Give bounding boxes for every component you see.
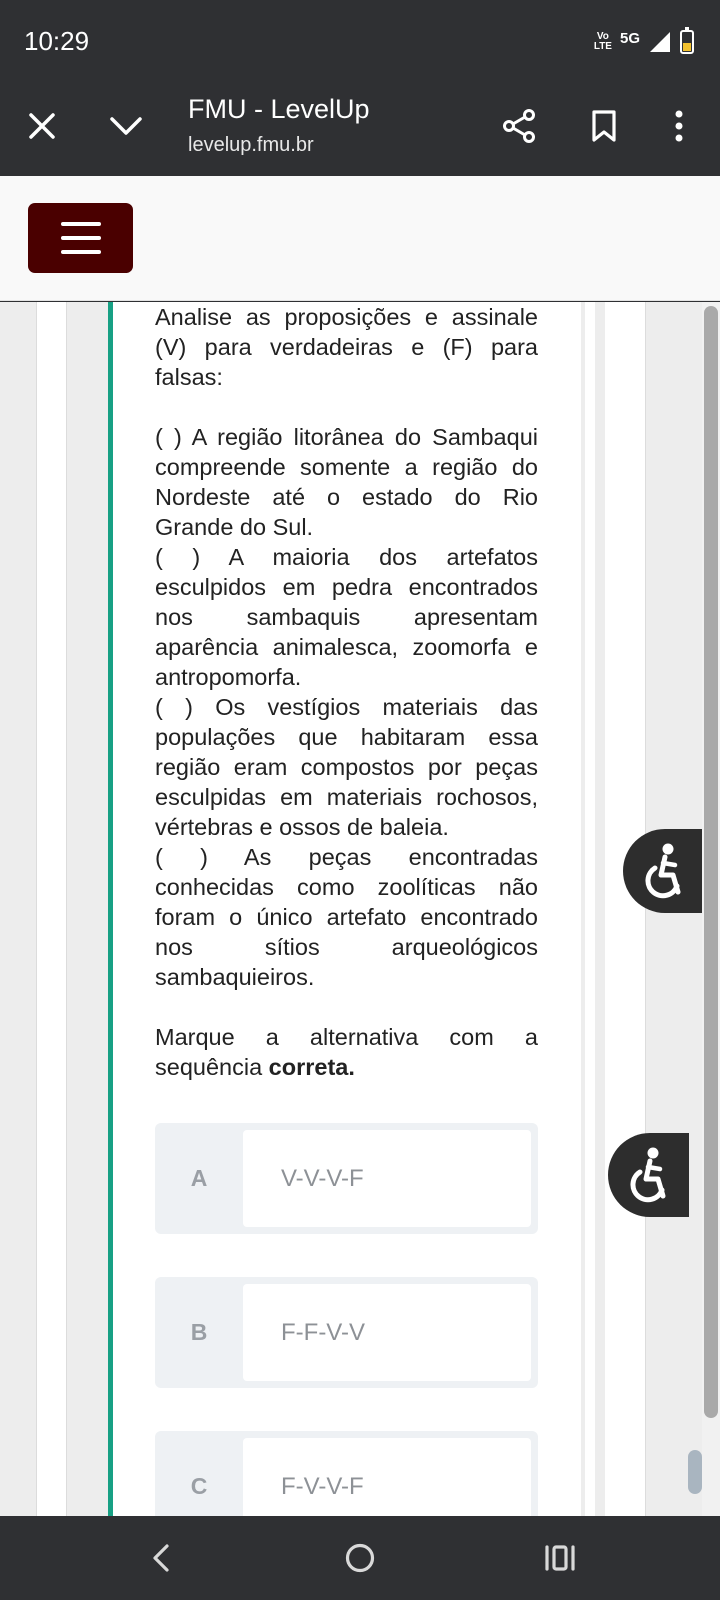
signal-icon (648, 30, 672, 54)
page-url: levelup.fmu.br (188, 134, 314, 156)
close-button[interactable] (20, 104, 64, 148)
accessibility-button[interactable] (623, 829, 704, 913)
accessibility-icon (641, 842, 687, 900)
question-text (155, 302, 538, 1082)
bg-stripe (605, 302, 645, 1516)
option-letter: B (190, 1319, 208, 1345)
card-accent-bar (108, 302, 113, 1516)
page-title: FMU - LevelUp (188, 94, 370, 124)
question-prompt: Marque a alternativa com a sequência correta. (155, 1024, 538, 1080)
content-area (0, 302, 720, 1516)
site-header (0, 176, 720, 301)
back-button[interactable] (135, 1532, 187, 1584)
battery-icon (680, 30, 694, 54)
more-vert-icon (674, 110, 684, 142)
proposition-2: ( ) A maioria dos artefatos esculpidos em pedra encontrados nos sambaquis apresentam aparência animalesca, zoomorfa e antropomorfa. (155, 544, 538, 690)
scrollbar-thumb[interactable] (704, 306, 718, 1418)
home-icon (344, 1542, 376, 1574)
status-icons (594, 28, 694, 56)
share-button[interactable] (497, 104, 541, 148)
status-time: 10:29 (24, 26, 90, 56)
accessibility-button-secondary[interactable] (608, 1133, 689, 1217)
minimize-button[interactable] (104, 104, 148, 148)
home-button[interactable] (334, 1532, 386, 1584)
share-icon (501, 108, 537, 144)
network-type: 5G (619, 29, 640, 47)
option-letter: A (190, 1165, 208, 1191)
proposition-1: ( ) A região litorânea do Sambaqui compreende somente a região do Nordeste até o estado do Rio Grande do Sul. (155, 424, 538, 540)
question-intro: Analise as proposições e assinale (V) para verdadeiras e (F) para falsas: (155, 304, 538, 390)
bg-stripe (36, 302, 66, 1516)
option-a[interactable] (155, 1123, 538, 1234)
more-options-button[interactable] (657, 104, 701, 148)
bookmark-icon (590, 109, 618, 143)
chevron-down-icon (109, 115, 143, 137)
proposition-3: ( ) Os vestígios materiais das populações que habitaram essa região eram compostos por peças esculpidas em materiais rochosos, vértebras e ossos de baleia. (155, 694, 538, 840)
bg-stripe (585, 302, 595, 1516)
option-letter: C (190, 1473, 208, 1499)
hamburger-icon (61, 222, 101, 226)
nav-bar (0, 1516, 720, 1600)
recents-button[interactable] (534, 1532, 586, 1584)
question-prompt-bold: correta. (268, 1054, 355, 1080)
battery-level (683, 43, 691, 51)
proposition-4: ( ) As peças encontradas conhecidas como zoolíticas não foram o único artefato encontrado nos sítios arqueológicos sambaquieiros. (155, 844, 538, 990)
browser-toolbar (0, 84, 720, 176)
volte-icon: Vo LTE (593, 31, 612, 52)
bookmark-button[interactable] (582, 104, 626, 148)
option-text: V-V-V-F (243, 1130, 531, 1227)
back-icon (149, 1543, 173, 1573)
option-text: F-F-V-V (243, 1284, 531, 1381)
option-b[interactable] (155, 1277, 538, 1388)
inner-scrollbar[interactable] (688, 1450, 702, 1494)
option-text: F-V-V-F (243, 1438, 531, 1516)
recents-icon (543, 1544, 577, 1572)
menu-button[interactable] (28, 203, 133, 273)
status-bar (0, 0, 720, 84)
option-c[interactable] (155, 1431, 538, 1516)
accessibility-icon (626, 1146, 672, 1204)
close-icon (27, 111, 57, 141)
